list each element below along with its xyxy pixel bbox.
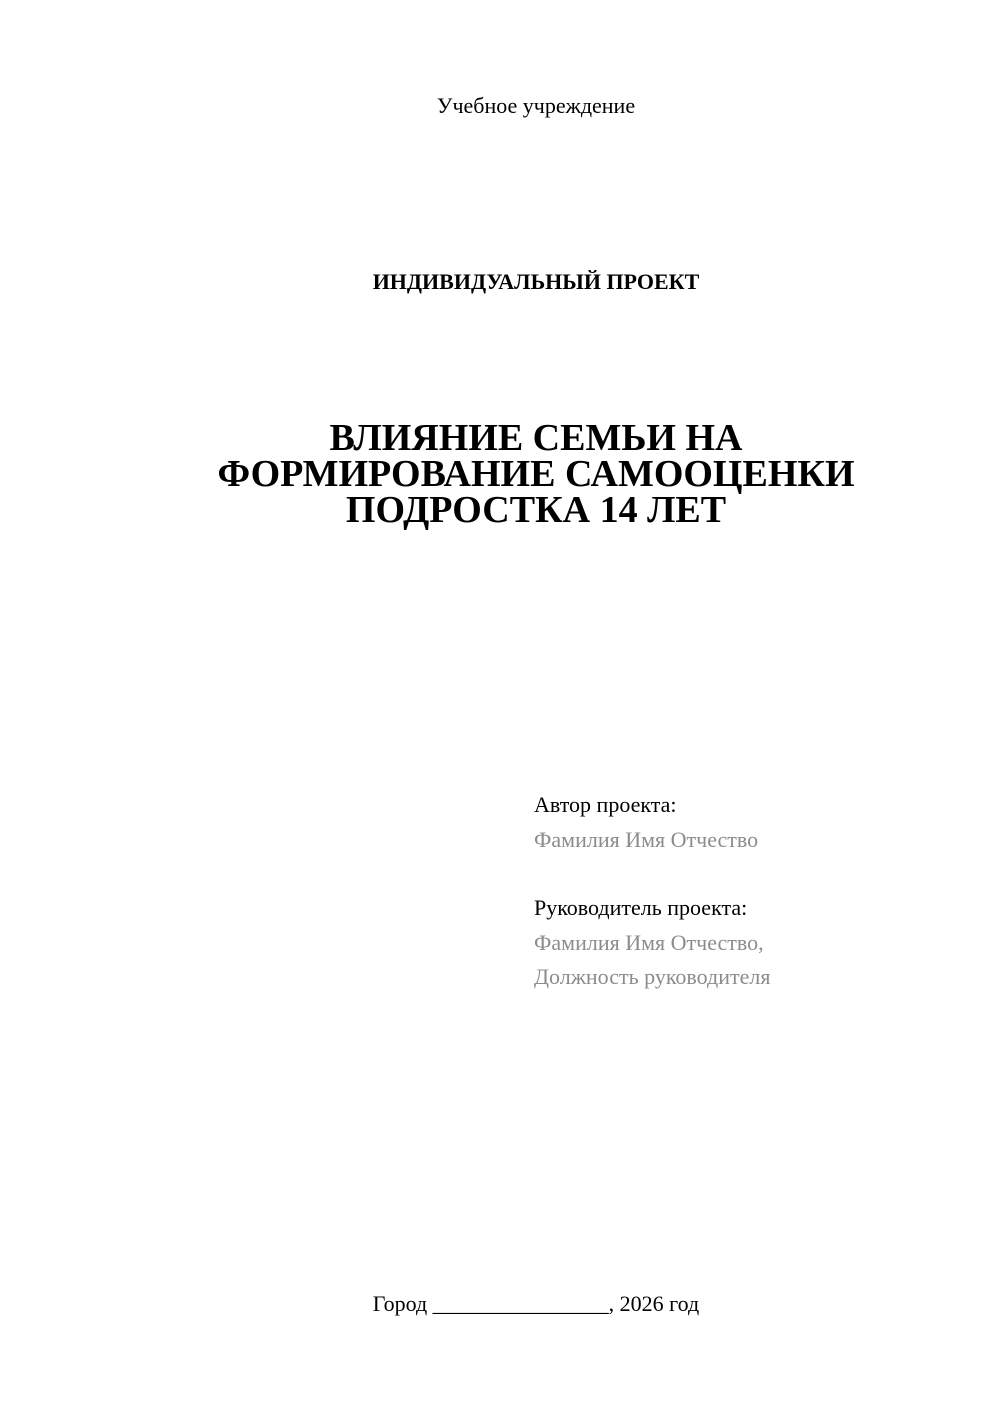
author-label: Автор проекта: bbox=[534, 792, 677, 817]
project-title-line-2: ФОРМИРОВАНИЕ САМООЦЕНКИ bbox=[217, 453, 855, 495]
project-credits bbox=[534, 788, 974, 995]
supervisor-label: Руководитель проекта: bbox=[534, 895, 748, 920]
city-year-line: Город ________________, 2026 год bbox=[372, 1291, 700, 1316]
author-name-placeholder: Фамилия Имя Отчество bbox=[534, 826, 759, 852]
credits-spacer bbox=[534, 857, 974, 891]
supervisor-position-placeholder: Должность руководителя bbox=[534, 964, 771, 989]
project-title bbox=[0, 417, 1000, 531]
project-title-line-3: ПОДРОСТКА 14 ЛЕТ bbox=[345, 489, 727, 531]
project-title-line-1: ВЛИЯНИЕ СЕМЬИ НА bbox=[329, 417, 743, 459]
supervisor-name-placeholder: Фамилия Имя Отчество, bbox=[534, 929, 764, 955]
institution-name: Учебное учреждение bbox=[436, 93, 636, 118]
document-type-label: ИНДИВИДУАЛЬНЫЙ ПРОЕКТ bbox=[372, 269, 700, 294]
